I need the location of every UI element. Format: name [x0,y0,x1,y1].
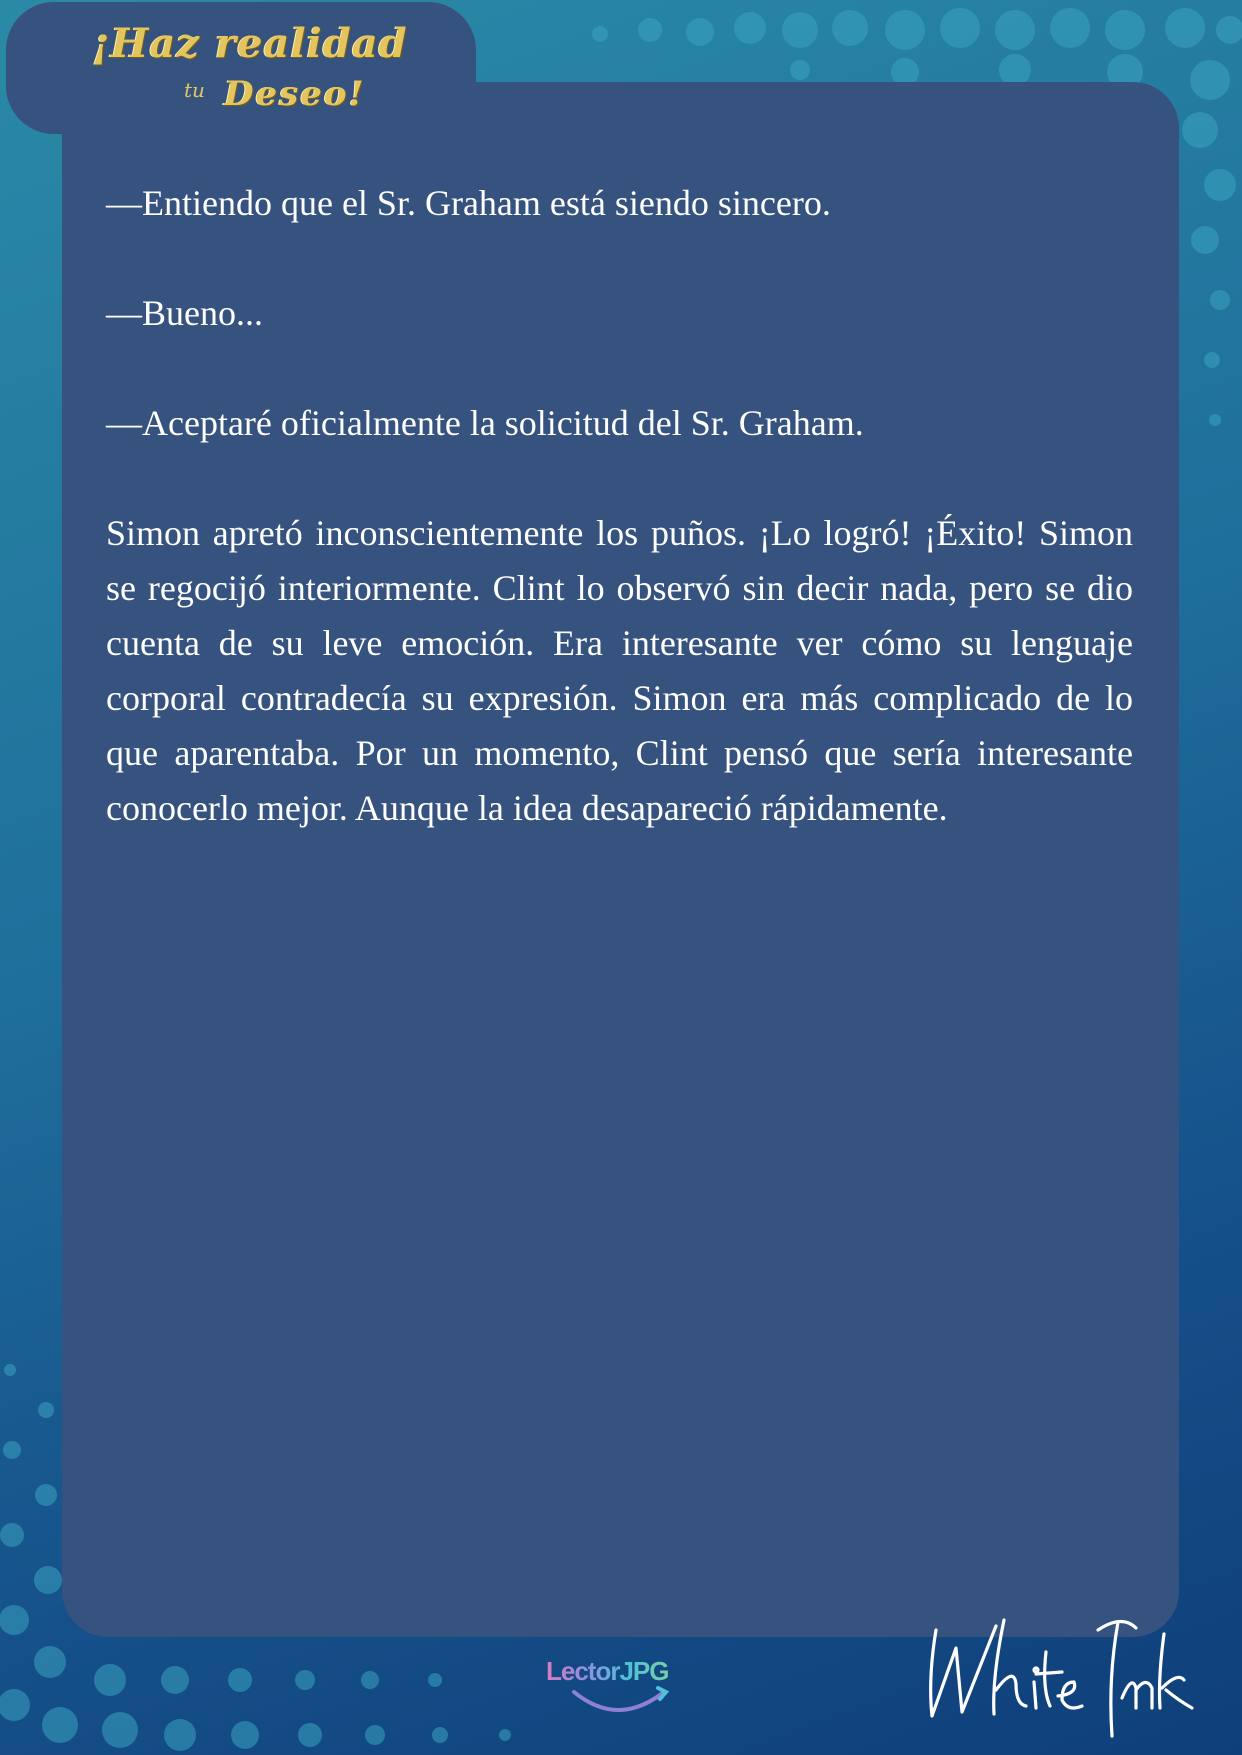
narration-paragraph: Simon apretó inconscientemente los puños. ¡Lo logró! ¡Éxito! Simon se regocijó interiormente. Clint lo observó sin decir nada, pero se dio cuenta de su leve emoción. Era interesante ver cómo su lenguaje corporal contradecía su expresión. Simon era más complicado de lo que aparentaba. Por un momento, Clint pensó que sería interesante conocerlo mejor. Aunque la idea desapareció rápidamente. [106,513,1133,828]
logo-connector: tu [184,78,205,102]
dialogue-line: —Aceptaré oficialmente la solicitud del Sr. Graham. [106,403,864,443]
logo-title: ¡Haz realidad [92,20,408,67]
story-text [106,176,1133,891]
smile-icon [568,1684,678,1724]
dialogue-line: —Entiendo que el Sr. Graham está siendo sincero. [106,183,831,223]
white-ink-signature [922,1608,1202,1738]
logo [92,14,408,124]
logo-subtitle: Deseo! [224,74,366,114]
dialogue-line: —Bueno... [106,293,263,333]
signature-logo-icon [922,1608,1202,1738]
lectorjpg-watermark [546,1656,696,1726]
watermark-text: LectorJPG [546,1656,669,1686]
